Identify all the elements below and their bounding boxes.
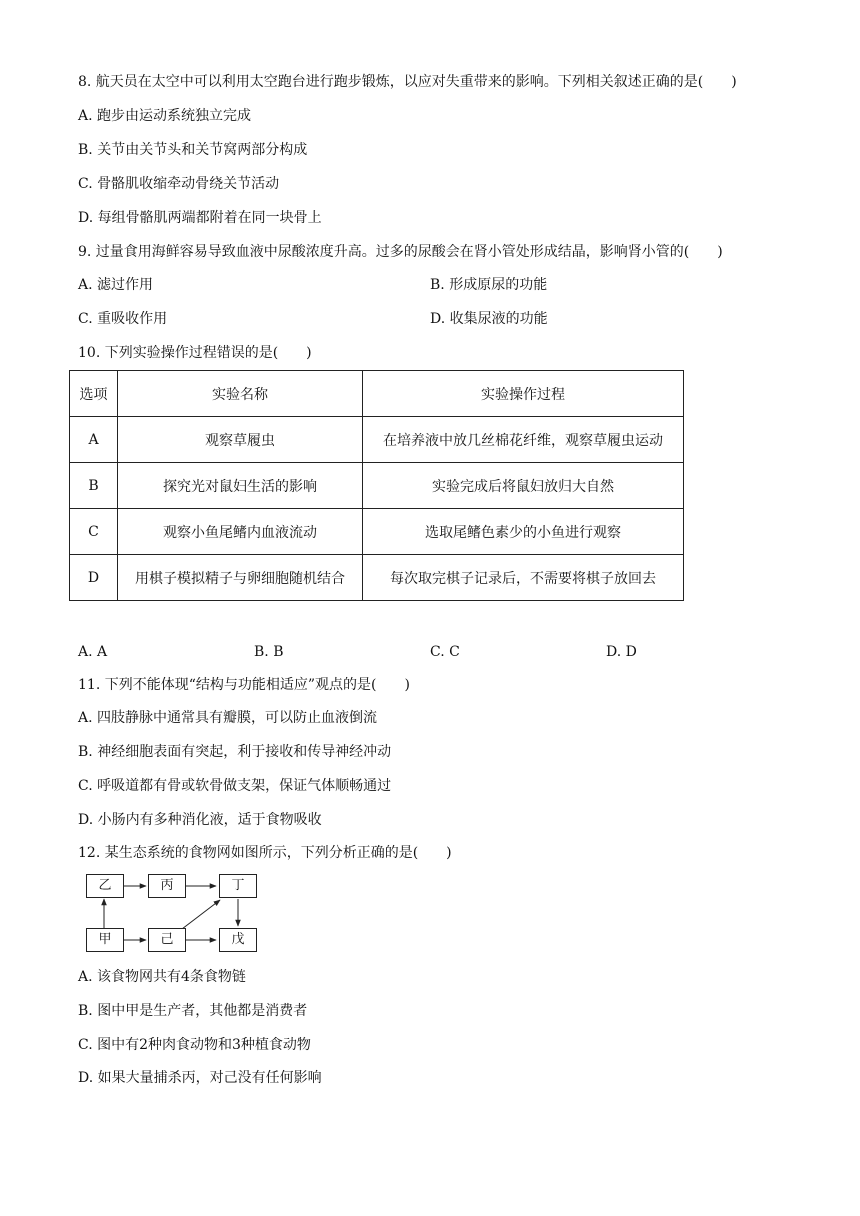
q12-option-a: A. 该食物网共有4条食物链 <box>78 969 246 985</box>
table-header-cell: 实验操作过程 <box>363 371 684 417</box>
q9-option-c: C. 重吸收作用 <box>78 311 168 327</box>
table-header-cell: 选项 <box>70 371 118 417</box>
q8-option-b: B. 关节由关节头和关节窝两部分构成 <box>78 142 308 158</box>
q12-option-b: B. 图中甲是生产者，其他都是消费者 <box>78 1003 308 1019</box>
arrow-ji-to-ding <box>182 900 220 929</box>
question-12-stem: 12. 某生态系统的食物网如图所示，下列分析正确的是( ) <box>78 845 452 861</box>
table-cell: C <box>70 509 118 555</box>
table-cell: 在培养液中放几丝棉花纤维，观察草履虫运动 <box>363 417 684 463</box>
table-cell: B <box>70 463 118 509</box>
food-web-node-ji: 己 <box>148 928 186 952</box>
table-cell: A <box>70 417 118 463</box>
table-cell: 选取尾鳍色素少的小鱼进行观察 <box>363 509 684 555</box>
question-8-stem: 8. 航天员在太空中可以利用太空跑台进行跑步锻炼，以应对失重带来的影响。下列相关叙述正确的是( ) <box>78 74 737 90</box>
q12-option-c: C. 图中有2种肉食动物和3种植食动物 <box>78 1037 311 1053</box>
q10-option-d: D. D <box>606 644 637 660</box>
q8-option-a: A. 跑步由运动系统独立完成 <box>78 108 252 124</box>
q10-option-c: C. C <box>430 644 460 660</box>
food-web-node-ding: 丁 <box>219 874 257 898</box>
q9-option-b: B. 形成原尿的功能 <box>430 277 548 293</box>
food-web-node-bing: 丙 <box>148 874 186 898</box>
q8-option-c: C. 骨骼肌收缩牵动骨绕关节活动 <box>78 176 280 192</box>
table-cell: 探究光对鼠妇生活的影响 <box>118 463 363 509</box>
q12-option-d: D. 如果大量捕杀丙，对己没有任何影响 <box>78 1070 322 1086</box>
q9-option-d: D. 收集尿液的功能 <box>430 311 548 327</box>
table-cell: 每次取完棋子记录后，不需要将棋子放回去 <box>363 555 684 601</box>
q10-option-a: A. A <box>78 644 108 660</box>
q11-option-b: B. 神经细胞表面有突起，利于接收和传导神经冲动 <box>78 744 392 760</box>
q11-option-d: D. 小肠内有多种消化液，适于食物吸收 <box>78 812 322 828</box>
q11-option-a: A. 四肢静脉中通常具有瓣膜，可以防止血液倒流 <box>78 710 378 726</box>
question-9-stem: 9. 过量食用海鲜容易导致血液中尿酸浓度升高。过多的尿酸会在肾小管处形成结晶，影响肾小管的( ) <box>78 244 723 260</box>
question-11-stem: 11. 下列不能体现“结构与功能相适应”观点的是( ) <box>78 677 410 693</box>
table-header-cell: 实验名称 <box>118 371 363 417</box>
table-cell: 用棋子模拟精子与卵细胞随机结合 <box>118 555 363 601</box>
food-web-node-wu: 戊 <box>219 928 257 952</box>
q8-option-d: D. 每组骨骼肌两端都附着在同一块骨上 <box>78 210 322 226</box>
q9-option-a: A. 滤过作用 <box>78 277 154 293</box>
table-cell: 实验完成后将鼠妇放归大自然 <box>363 463 684 509</box>
food-web-node-yi: 乙 <box>86 874 124 898</box>
q10-option-b: B. B <box>254 644 284 660</box>
q11-option-c: C. 呼吸道都有骨或软骨做支架，保证气体顺畅通过 <box>78 778 392 794</box>
table-cell: 观察草履虫 <box>118 417 363 463</box>
table-cell: D <box>70 555 118 601</box>
question-10-stem: 10. 下列实验操作过程错误的是( ) <box>78 345 312 361</box>
table-cell: 观察小鱼尾鳍内血液流动 <box>118 509 363 555</box>
food-web-node-jia: 甲 <box>86 928 124 952</box>
